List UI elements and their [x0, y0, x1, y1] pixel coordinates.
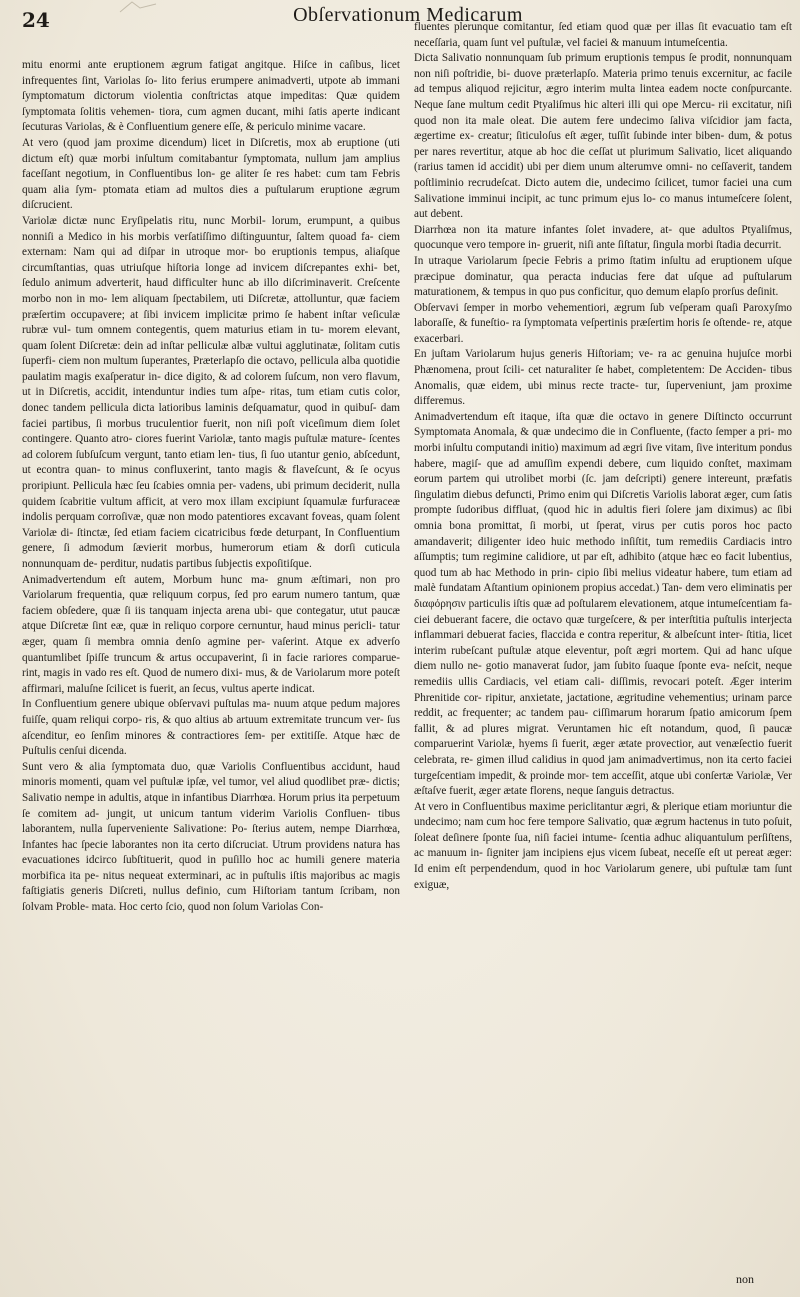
left-text-column: [22, 58, 400, 916]
paragraph: Sunt vero & alia ſymptomata duo, quæ Variolis Confluentibus accidunt, haud minoris momenti, quam vel puſtulæ ipſæ, vel tumor, vel aliud quodlibet præ- dictis; Salivatio nempe in adultis, atque in infantibus Diarrhœa. Horum prius ita perpetuum ſe comitem ad- jungit, ut unicum tantum viderim Variolis Confluen- tibus laborantem, nulla ſuperveniente Salivatione: Po- ſterius autem, nempe Diarrhœa, Infantes hac ſpecie laborantes non ita certo diſcruciat. Utrum providens natura has evacuationes idcirco ſubſtituerit, quod in puſillo hoc ac humili genere materia morbifica ita pe- nitus nequeat exterminari, ac in puſtulis iſtis majoribus ac magis faſtigiatis generis Diſcreti, nullus definio, cum Hiſtoriam tantum ſcribam, non ſolvam Proble- mata. Hoc certo ſcio, quod non ſolum Variolas Con-: [22, 760, 400, 914]
paragraph: En juſtam Variolarum hujus generis Hiſtoriam; ve- ra ac genuina hujuſce morbi Phænomena, prout ſcili- cet naturaliter ſe habet, completentem: De Acciden- tibus Anomalis, quæ eidem, ubi minus recte tracte- tur, ſuperveniunt, jam proxime differemus.: [414, 348, 792, 408]
catchword: non: [736, 1272, 754, 1286]
paragraph: In utraque Variolarum ſpecie Febris a primo ſtatim inſultu ad eruptionem uſque præcipue dominatur, qua peracta inducias fere dat uſque ad puſtularum maturationem, & tempus in quo pus conficitur, quo demum elapſo prorſus deſinit.: [414, 254, 792, 299]
paragraph: In Confluentium genere ubique obſervavi puſtulas ma- nuum atque pedum majores fuiſſe, quam reliqui corpo- ris, & quo altius ab artuum extremitate truncum ver- ſus aſcenditur, eo ſenſim minores & contractiores ſem- per extitiſſe. Atque hæc de Puſtulis cenſui dicenda.: [22, 698, 400, 758]
paragraph: Variolæ dictæ nunc Eryſipelatis ritu, nunc Morbil- lorum, erumpunt, a quibus nonniſi a Medico in his morbis verſatiſſimo diſtinguuntur, ſaltem quoad fa- ciem externam: Nam qui ad diſpar in utroque mor- bo eruptionis tempus, aliaſque circumſtantias, quas utriuſque hiſtoria longe ad invicem diſcrepantes exhi- bet, ſedulo animum adverterit, haud difficulter hunc ab illo diſcriminaverit. Creſcente morbo non in mo- lem aliquam ſpectabilem, uti Diſcretæ, attolluntur, quæ faciem præſertim occupavere; at ſibi invicem implicitæ primo ſe habent inſtar veſiculæ rubræ vul- tum omnem contegentis, quem maturius etiam in tu- morem elevant, quam ſolent Diſcretæ: dein ad inſtar pelliculæ albæ vultui agglutinatæ, ſolitam cutis ſuperfi- ciem non multum ſuperantes, Præterlapſo die octavo, pellicula alba quotidie paulatim magis exaſperatur in- dice digito, & ad colorem ſuſcum, non vero flavum, ut in Diſcretis, accidit, intenduntur indies tum aſpe- ritas, tum etiam cutis color, donec tandem pellicula dicta latioribus laminis deſquamatur, quod in quibuſ- dam faciei partibus, ſi morbus truculentior fuerit, non niſi poſt viceſimum diem ſolet contingere. Quanto atro- ciores fuerint Variolæ, tanto magis puſtulæ mature- ſcentes ad colorem ſubſuſcum vergunt, tanto etiam len- tius, ſi ſuo utantur genio, abſcedunt, ut econtra quan- to minus confluxerint, tanto magis & flaveſcunt, & ſe ocyus proripiunt. Pellicula hæc ſeu ſcabies omnia per- vadens, ubi primum deciderit, nulla quidem ſcabritie vultum afficit, at vero mox illam excipiunt ſquamulæ furfuraceæ indolis perquam corroſivæ, quæ non modo patentiores excavant foveas, quam ſolent Variolæ di- ſtinctæ, ſed etiam faciem cicatricibus fœde deturpant, In Confluentium genere, ſi admodum ſævierit morbus, humerorum etiam & dorſi cuticula nonnunquam de- perditur, nudatis partibus ſubjectis expoſitiſque.: [22, 214, 400, 570]
paragraph: At vero in Confluentibus maxime periclitantur ægri, & plerique etiam moriuntur die undecimo; nam cum hoc fere tempore Salivatio, quæ ægrum hactenus in tuto poſuit, ſoleat deſinere ſponte ſua, niſi faciei intume- ſcentia adhuc aliquantulum perſiſtens, ac manuum in- ſigniter jam incipiens ejus vicem ſubeat, neceſſe eſt ut pereat æger: Id enim eſt perpendendum, quod in hoc Variolarum genere, ubi puſtulæ tam ſunt exiguæ,: [414, 800, 792, 891]
paragraph: Animadvertendum eſt autem, Morbum hunc ma- gnum æſtimari, non pro Variolarum frequentia, quæ reliquum corpus, ſed pro earum numero tantum, quæ faciem obſedere, quæ ſi iis tanquam injecta arena ubi- que contegatur, utut paucæ atque Diſcretæ ſint eæ, quæ in reliquo corpore cernuntur, haud minus pericli- tatur æger, quam ſi membra omnia denſo agmine per- vaſerint. Atque ex adverſo quantumlibet ſpiſſe truncum & artus occupaverint, ſi in facie rariores comparue- rint, magis in vado res eſt. Quod de numero dixi- mus, & de Variolarum more poteſt affirmari, maluſne ſcilicet is fuerit, an ſecus, vultus aperte indicat.: [22, 573, 400, 695]
paragraph: Animadvertendum eſt itaque, iſta quæ die octavo in genere Diſtincto occurrunt Symptomata Anomala, & quæ undecimo die in Confluente, (facto ſemper a pri- mo morbi inſultu computandi initio) maximum ad ægri ſive vitam, ſive interitum pondus habere, magiſ- que ad amuſſim expendi debere, cum liquido conſtet, maximam eorum partem qui utrolibet morbi (ſc. jam deſcripti) genere intereunt, præfatis ſingulatim diebus defuncti, Primo enim qui Diſcretis Variolis laborat æger, cum ſatis prompte ſudoribus diffluat, (quod hic in adultis fieri ſolere jam diximus) ac ſibi omnia bona promittat, ſi morbi, ut ſperat, virus per cutis poros hoc pacto amandaverit; diligenter ideo huic methodo inſiſtit, tum remediis Cardiacis intro aſſumptis; tum regimine calidiore, ut par eſt, adhibito (atque hæc eo facit lubentius, quod tum ab hac Methodo in prin- cipio ſibi melius videatur habere, tum etiam ad malè fundatam Aſtantium opinionem propius accedat.) Tan- dem vero eliminatis per διαφόρησιν particulis iſtis quæ ad poſtularem elevationem, atque intumeſcentiam fa- ciei debuerant facere, die octavo quæ turgeſcere, & per interſtitia puſtulis interjecta inflammari debuerat facies, flaccida e contra reperitur, & albeſcunt inter- ſtitia, licet interim rubeſcant puſtulæ atque eleventur, poſt ægri mortem. Qui ad hanc uſque diem nullo ne- gotio manaverat ſudor, jam ſubito ſuaque ſponte eva- neſcit, neque remediis ullis Cardiacis, vel etiam cali- diſſimis, revocari poteſt. Æger interim Phrenitide cor- ripitur, anxietate, jactatione, ægritudine vehementius; urinam parce reddit, ac frequenter; ac tandem pau- ciſſimarum horarum ſpatio amicorum ſpem fallit, & ad plures migrat. Veruntamen hic eſt notandum, quod, ſi paucæ comparuerint Variolæ, hyems ſi fuerit, æger ætate provectior, aut venæſectio fuerit celebrata, re- gimen illud calidius in quod jam animadvertimus, non ita certo faciei turgeſcentiam impedit, & proinde mor- tem acceſſit, atque ubi conſertæ Variolæ, Ver æſtaſve fuerit, æger ætate florens, neque ſanguis detractus.: [414, 410, 792, 798]
paragraph: Dicta Salivatio nonnunquam ſub primum eruptionis tempus ſe prodit, nonnunquam non niſi poſtridie, bi- duove præterlapſo. Materia primo tenuis excernitur, ac facile ad tempus aliquod rejicitur, ægro interim multa lintea eadem nocte conſpurcante. Neque ſane multum cedit Ptyaliſmus hic alteri illi qui ope Mercu- rii excitatur, niſi quod non ita male oleat. Die autem fere undecimo ſaliva viſcidior jam facta, ægertime ex- creatur; ſiticuloſus eſt æger, tuſſit ſubinde inter biben- dum, & potus per nares revertitur, atque ab hoc die ceſſat ut plurimum Salivatio, licet aliquando (rarius tamen id accidit) ubi per diem unum alterumve omni- no ceſſaverit, tandem poſtliminio recrudeſcat. Dicto autem die, undecimo ſcilicet, tumor faciei una cum Salivatione imminui incipit, ac tunc primum ejus lo- co manus intumeſcere ſolent, aut debent.: [414, 52, 792, 221]
paragraph: Obſervavi ſemper in morbo vehementiori, ægrum ſub veſperam quaſi Paroxyſmo laboraſſe, & funeſtio- ra ſymptomata veſpertinis præſertim horis ſe oſtende- re, atque exacerbari.: [414, 301, 792, 345]
right-text-column: [414, 20, 792, 893]
paragraph: Diarrhœa non ita mature infantes ſolet invadere, at- que adultos Ptyaliſmus, quocunque vero tempore in- gruerit, niſi ante ſiſtatur, ſingula morbi ſtadia decurrit.: [414, 223, 792, 252]
running-head: Obſervationum Medicarum: [293, 4, 523, 26]
paragraph: At vero (quod jam proxime dicendum) licet in Diſcretis, mox ab eruptione (uti dictum eſt) quæ morbi inſultum comitabantur ſymptomata, nullum jam amplius faceſſant negotium, in Confluentibus lon- ge aliter ſe res habet: cum tam Febris quam alia ſym- ptomata etiam ad multos dies a puſtularum eruptione ægrum diſcrucient.: [22, 136, 400, 212]
page-number: 24: [22, 8, 50, 32]
paragraph: mitu enormi ante eruptionem ægrum fatigat angitque. Hiſce in caſibus, licet infrequentes ſint, Variolas ſo- lito ferius erumpere animadverti, utpote ab immani ſymptomatum dictorum violentia conſtrictas atque impeditas: Quæ quidem ſymptomata ſolitis vehemen- tiora, cum agmen ducant, mihi ſatis aperte indicant ſecuturas Variolas, & è Confluentium genere eſſe, & periculo minime vacare.: [22, 59, 400, 134]
paragraph: fluentes plerunque comitantur, ſed etiam quod quæ per illas ſit evacuatio tam eſt neceſſaria, quam ſunt vel puſtulæ, vel faciei & manuum intumeſcentia.: [414, 21, 792, 49]
